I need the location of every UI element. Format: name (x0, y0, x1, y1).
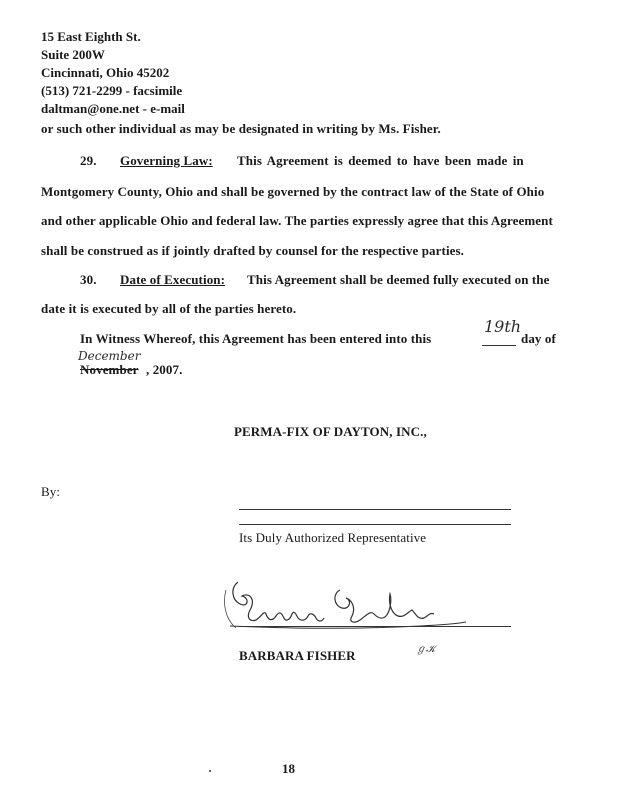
section-30-number: 30. (80, 272, 97, 287)
page-number: 18 (282, 761, 295, 776)
address-block (41, 28, 185, 118)
stray-mark (209, 770, 211, 772)
address-suite: Suite 200W (41, 47, 105, 62)
company-name: PERMA-FIX OF DAYTON, INC., (234, 424, 427, 439)
witness-day-of: day of (521, 331, 556, 346)
section-30-line-2: date it is executed by all of the parties hereto. (41, 301, 297, 316)
section-29-line-4: shall be construed as if jointly drafted by counsel for the respective parties. (41, 243, 465, 258)
address-email: daltman@one.net - e-mail (41, 101, 185, 116)
signer-line (239, 626, 511, 627)
handwritten-day: 19th (484, 317, 522, 336)
section-29-heading: Governing Law: (120, 153, 213, 168)
signature-line-lower (239, 524, 511, 525)
address-fax: (513) 721-2299 - facsimile (41, 83, 183, 98)
section-30-heading: Date of Execution: (120, 272, 226, 287)
section-30-line-1: This Agreement shall be deemed fully executed on the (247, 272, 550, 287)
day-blank-line (482, 345, 516, 346)
struck-month: November (80, 362, 139, 377)
witness-year: , 2007. (146, 362, 183, 377)
handwritten-month: December (78, 349, 141, 363)
initials-mark: ℊ𝒦 (416, 644, 436, 655)
continuation-text: or such other individual as may be designated in writing by Ms. Fisher. (41, 121, 441, 136)
signature-line-upper (239, 509, 511, 510)
representative-label: Its Duly Authorized Representative (239, 530, 427, 545)
signer-name: BARBARA FISHER (239, 648, 356, 663)
barbara-fisher-signature (220, 570, 470, 650)
by-label: By: (41, 484, 61, 499)
address-city: Cincinnati, Ohio 45202 (41, 65, 170, 80)
section-29-line-2: Montgomery County, Ohio and shall be governed by the contract law of the State of Ohio (41, 184, 545, 199)
section-29-line-1: This Agreement is deemed to have been made in (237, 153, 524, 168)
section-29-line-3: and other applicable Ohio and federal law. The parties expressly agree that this Agreement (41, 213, 553, 228)
section-29-number: 29. (80, 153, 97, 168)
address-street: 15 East Eighth St. (41, 29, 141, 44)
witness-text: In Witness Whereof, this Agreement has been entered into this (80, 331, 432, 346)
